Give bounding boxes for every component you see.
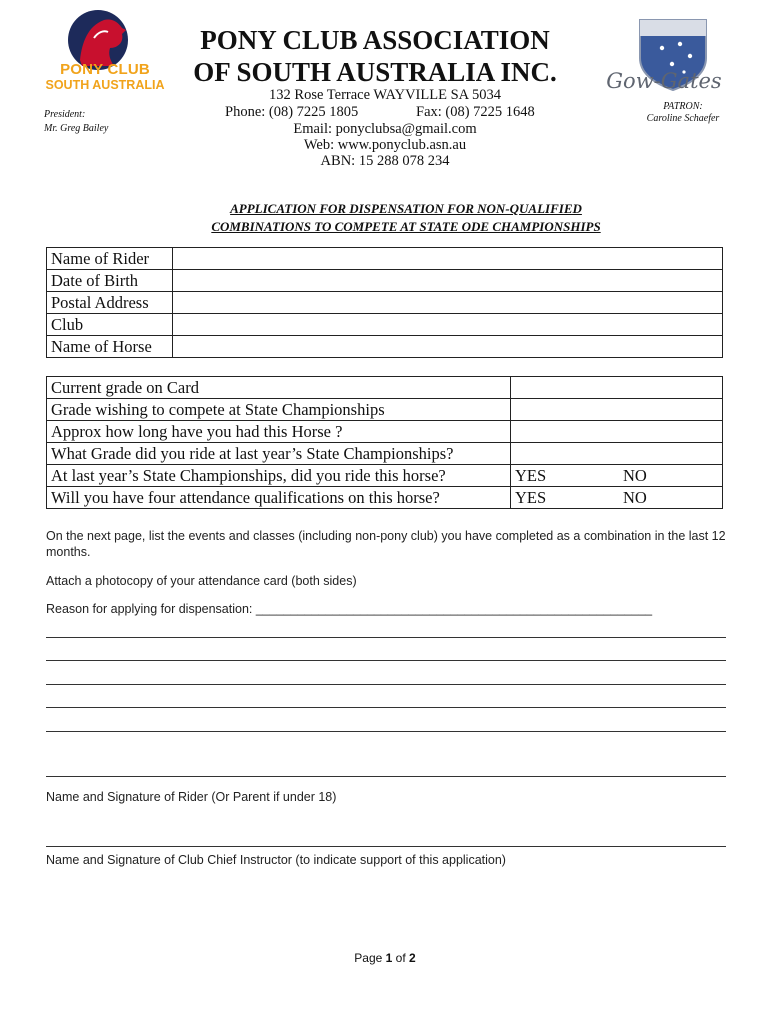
- next-page-instruction: On the next page, list the events and classes (including non-pony club) you have completed as a combination in the last 12 months.: [46, 529, 726, 559]
- question-label: Current grade on Card: [47, 377, 511, 399]
- yes-option[interactable]: YES: [511, 487, 620, 509]
- question-label: What Grade did you ride at last year’s State Championships?: [47, 443, 511, 465]
- date-of-birth-field[interactable]: [173, 270, 723, 292]
- field-label: Date of Birth: [47, 270, 173, 292]
- abn: ABN: 15 288 078 234: [320, 153, 450, 169]
- table-row: [47, 270, 723, 292]
- no-option[interactable]: NO: [619, 487, 723, 509]
- last-year-grade-field[interactable]: [511, 443, 723, 465]
- time-with-horse-field[interactable]: [511, 421, 723, 443]
- table-row: [47, 336, 723, 358]
- patron-label: PATRON:: [663, 101, 703, 112]
- name-of-horse-field[interactable]: [173, 336, 723, 358]
- patron-name: Caroline Schaefer: [646, 113, 720, 124]
- no-option[interactable]: NO: [619, 465, 723, 487]
- table-row: [47, 487, 723, 509]
- table-row: [47, 248, 723, 270]
- page-number: 1: [385, 951, 393, 965]
- rider-signature-line[interactable]: [46, 776, 726, 777]
- reason-line[interactable]: [46, 637, 726, 638]
- table-row: [47, 314, 723, 336]
- page-label: Page: [354, 951, 383, 965]
- rider-details-table: [46, 247, 723, 358]
- reason-label: Reason for applying for dispensation: _________________________________________________________: [46, 602, 653, 616]
- phone: Phone: (08) 7225 1805: [225, 104, 359, 120]
- address: 132 Rose Terrace WAYVILLE SA 5034: [269, 87, 501, 103]
- instructor-signature-line[interactable]: [46, 846, 726, 847]
- website: Web: www.ponyclub.asn.au: [303, 137, 467, 153]
- club-field[interactable]: [173, 314, 723, 336]
- email: Email: ponyclubsa@gmail.com: [293, 121, 477, 137]
- svg-text:Gow-Gates: Gow-Gates: [606, 69, 722, 93]
- yes-option[interactable]: YES: [511, 465, 620, 487]
- reason-line[interactable]: [46, 660, 726, 661]
- current-grade-field[interactable]: [511, 377, 723, 399]
- field-label: Name of Rider: [47, 248, 173, 270]
- question-label: Grade wishing to compete at State Championships: [47, 399, 511, 421]
- patron-block: [628, 101, 738, 125]
- gow-gates-logo: [602, 16, 726, 104]
- instructor-signature-label: Name and Signature of Club Chief Instructor (to indicate support of this application): [46, 853, 506, 867]
- reason-line[interactable]: [46, 707, 726, 708]
- grade-wishing-field[interactable]: [511, 399, 723, 421]
- president-label: President:: [44, 109, 86, 120]
- table-row: [47, 292, 723, 314]
- question-label: Will you have four attendance qualifications on this horse?: [47, 487, 511, 509]
- question-label: Approx how long have you had this Horse ?: [47, 421, 511, 443]
- attach-instruction: Attach a photocopy of your attendance card (both sides): [46, 574, 357, 588]
- heading-line-1: APPLICATION FOR DISPENSATION FOR NON-QUALIFIED: [230, 201, 582, 216]
- table-row: [47, 443, 723, 465]
- reason-line[interactable]: [46, 731, 726, 732]
- fax: Fax: (08) 7225 1648: [416, 104, 535, 120]
- president-name: Mr. Greg Bailey: [44, 123, 109, 134]
- name-of-rider-field[interactable]: [173, 248, 723, 270]
- president-block: [44, 108, 108, 136]
- field-label: Postal Address: [47, 292, 173, 314]
- postal-address-field[interactable]: [173, 292, 723, 314]
- page-indicator: [0, 951, 770, 965]
- field-label: Club: [47, 314, 173, 336]
- grade-table: [46, 376, 723, 509]
- page-total: 2: [409, 951, 416, 965]
- table-row: [47, 465, 723, 487]
- table-row: [47, 399, 723, 421]
- title-line-2: OF SOUTH AUSTRALIA INC.: [193, 57, 557, 87]
- reason-line[interactable]: [46, 684, 726, 685]
- title-line-1: PONY CLUB ASSOCIATION: [200, 25, 550, 55]
- field-label: Name of Horse: [47, 336, 173, 358]
- of-label: of: [395, 951, 406, 965]
- rider-signature-label: Name and Signature of Rider (Or Parent if under 18): [46, 790, 337, 804]
- organization-title: [160, 24, 590, 88]
- logo-text-pony-club: PONY CLUB: [60, 61, 150, 78]
- logo-text-south-australia: SOUTH AUSTRALIA: [45, 78, 165, 92]
- question-label: At last year’s State Championships, did you ride this horse?: [47, 465, 511, 487]
- heading-line-2: COMBINATIONS TO COMPETE AT STATE ODE CHAMPIONSHIPS: [211, 219, 601, 234]
- table-row: [47, 377, 723, 399]
- application-heading: [150, 200, 662, 236]
- table-row: [47, 421, 723, 443]
